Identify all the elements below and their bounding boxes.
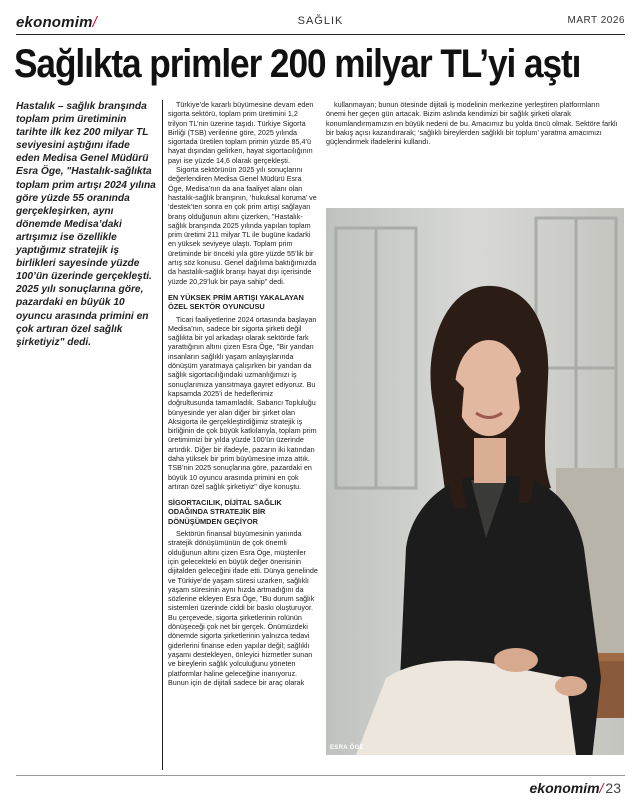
paragraph: kullanmayan; bunun ötesinde dijitali iş modelinin merkezine yerleştiren platformların önemi her geçen gün artacak. Bizim aslında kendimizi bir sağlık şirketi olarak konumlandırmamızın en büyük nedeni de bu. Amacımız bu yolda öncü olmak. Sektöre farklı bir bakış açısı kazandırarak; ‘sağlıklı bireylerden sağlıklı bir toplum’ yaratma amacımızı güçlendirmek ifadelerini kullandı. bbox=[326, 100, 618, 147]
paragraph: Ticari faaliyetlerine 2024 ortasında başlayan Medisa’nın, sadece bir sigorta şirketi değil sağlıkta bir yol arkadaşı olarak sektörde fark yarattığının altını çizen Esra Öge, "Bir yandan insanların sağlıklı yaşam anlayışlarında dönüşüm yaratmaya çalışırken bir yandan da sağlık sigortacılığındaki uzmanlığımızı iş sonuçlarımıza yansıtmaya gayret ediyoruz. Bu kapsamda 2025’i de hedeflerimiz doğrultusunda tamamladık. Sabancı Topluluğu bünyesinde yer alan diğer bir şirket olan Aksigorta ile gerçekleştirdiğimiz stratejik iş birliğinin de çok büyük katkılarıyla, toplam prim üretimimizi bir yılda yüzde 100’ün üzerinde artırdık. Diğer bir ifadeyle, pazarın iki katından daha yüksek bir prim büyümesine imza attık. TSB’nin 2025 sonuçlarına göre, pazardaki en büyük 10 oyuncu arasında primini en çok artıran özel sağlık şirketiyiz" diye konuştu. bbox=[168, 314, 317, 491]
article-headline: Sağlıkta primler 200 milyar TL’yi aştı bbox=[14, 42, 581, 86]
section-label: SAĞLIK bbox=[297, 15, 344, 27]
pull-quote: Hastalık – sağlık branşında toplam prim üretiminin tarihte ilk kez 200 milyar TL seviyesini aştığını ifade eden Medisa Genel Müdürü Esra Öge, "Hastalık-sağlıkta toplam prim artışı 2024 yılına göre yüzde 55 oranında gerçekleşirken, aynı dönemde Medisa’daki artışımız ise özellikle yaptığımız stratejik iş birlikleri sayesinde yüzde 100’ün üzerinde gerçekleşti. 2025 yılı sonuçlarına göre, pazardaki en büyük 10 oyuncu arasında primini en çok artıran özel sağlık şirketiyiz" dedi. bbox=[16, 101, 156, 348]
subheading: SİGORTACILIK, DİJİTAL SAĞLIK ODAĞINDA STRATEJİK BİR DÖNÜŞÜMDEN GEÇİYOR bbox=[168, 498, 282, 526]
subheading: EN YÜKSEK PRİM ARTIŞI YAKALAYAN ÖZEL SEKTÖR OYUNCUSU bbox=[168, 292, 304, 312]
portrait-photo bbox=[326, 208, 624, 755]
photo-caption: ESRA ÖGE bbox=[330, 745, 364, 751]
header-rule bbox=[16, 34, 625, 35]
article-column-2 bbox=[326, 100, 621, 146]
footer-logo-slash: / bbox=[599, 780, 604, 796]
paragraph: Sektörün finansal büyümesinin yanında stratejik dönüşümünün de çok önemli olduğunun altını çizen Esra Öge, müşteriler için gelecekteki en büyük değer önerisinin dijitalden geleceğini ifade etti. Dünya genelinde ve Türkiye’de yaşam süresi uzarken, sağlıklı yaşam süresinin aynı hızda artmadığını da sözlerine ekleyen Esra Öge, "Bu durum sağlık sistemleri üzerinde ciddi bir baskı oluşturuyor. Bu çerçevede, sigorta şirketlerinin rolünün dönüşeceği çok net bir gerçek. Önümüzdeki dönemde sigorta şirketlerinin yalnızca tedavi giderlerini finanse eden yapılar değil; sağlıklı yaşamı destekleyen, önleyici hizmetler sunan ve bireylerin sağlık yolculuğunu yöneten platformlar haline geleceğine inanıyoruz. Bunun için de dijitali sadece bir araç olarak bbox=[168, 529, 318, 687]
logo-text: ekonomim bbox=[16, 14, 93, 31]
issue-date: MART 2026 bbox=[567, 15, 625, 26]
portrait-illustration bbox=[326, 208, 624, 755]
column-divider bbox=[162, 100, 163, 770]
footer-logo bbox=[530, 780, 621, 796]
page-number: 23 bbox=[605, 780, 621, 796]
paragraph: Sigorta sektörünün 2025 yılı sonuçlarını değerlendiren Medisa Genel Müdürü Esra Öge, Medisa’nın da ana faaliyet alanı olan hastalık-sağlık branşının, ‘hukuksal koruma’ ve ‘destek’ten sonra en çok prim artışı sağlayan branş olduğunun altını çizerken, "Hastalık-sağlık branşında 2025 yılında yapılan toplam prim üretimi 211 milyar TL ile bugüne kadarki en yüksek seviyeye ulaştı. Toplam prim üretiminde bir önceki yıla göre yüzde 55’lik bir artış söz konusu. Genel dağılıma baktığımızda da hastalık-sağlık branşı hayat dışı içerisinde yüzde 20,29’luk bir paya sahip" dedi. bbox=[168, 165, 317, 286]
header-bar bbox=[16, 12, 625, 34]
paragraph: Türkiye’de kararlı büyümesine devam eden sigorta sektörü, toplam prim üretimini 1,2 trilyon TL’nin üzerine taşıdı. Türkiye Sigorta Birliği (TSB) verilerine göre, 2025 yılında sigortada üretilen toplam primin yüzde 85,4’ü hayat dışından gelirken, hayat sigortacılığının payı ise yüzde 14,6 olarak gerçekleşti. bbox=[168, 100, 314, 165]
footer-rule bbox=[16, 775, 625, 776]
footer-logo-text: ekonomim bbox=[529, 780, 600, 796]
logo-slash: / bbox=[92, 14, 97, 31]
article-column-1 bbox=[168, 100, 318, 687]
